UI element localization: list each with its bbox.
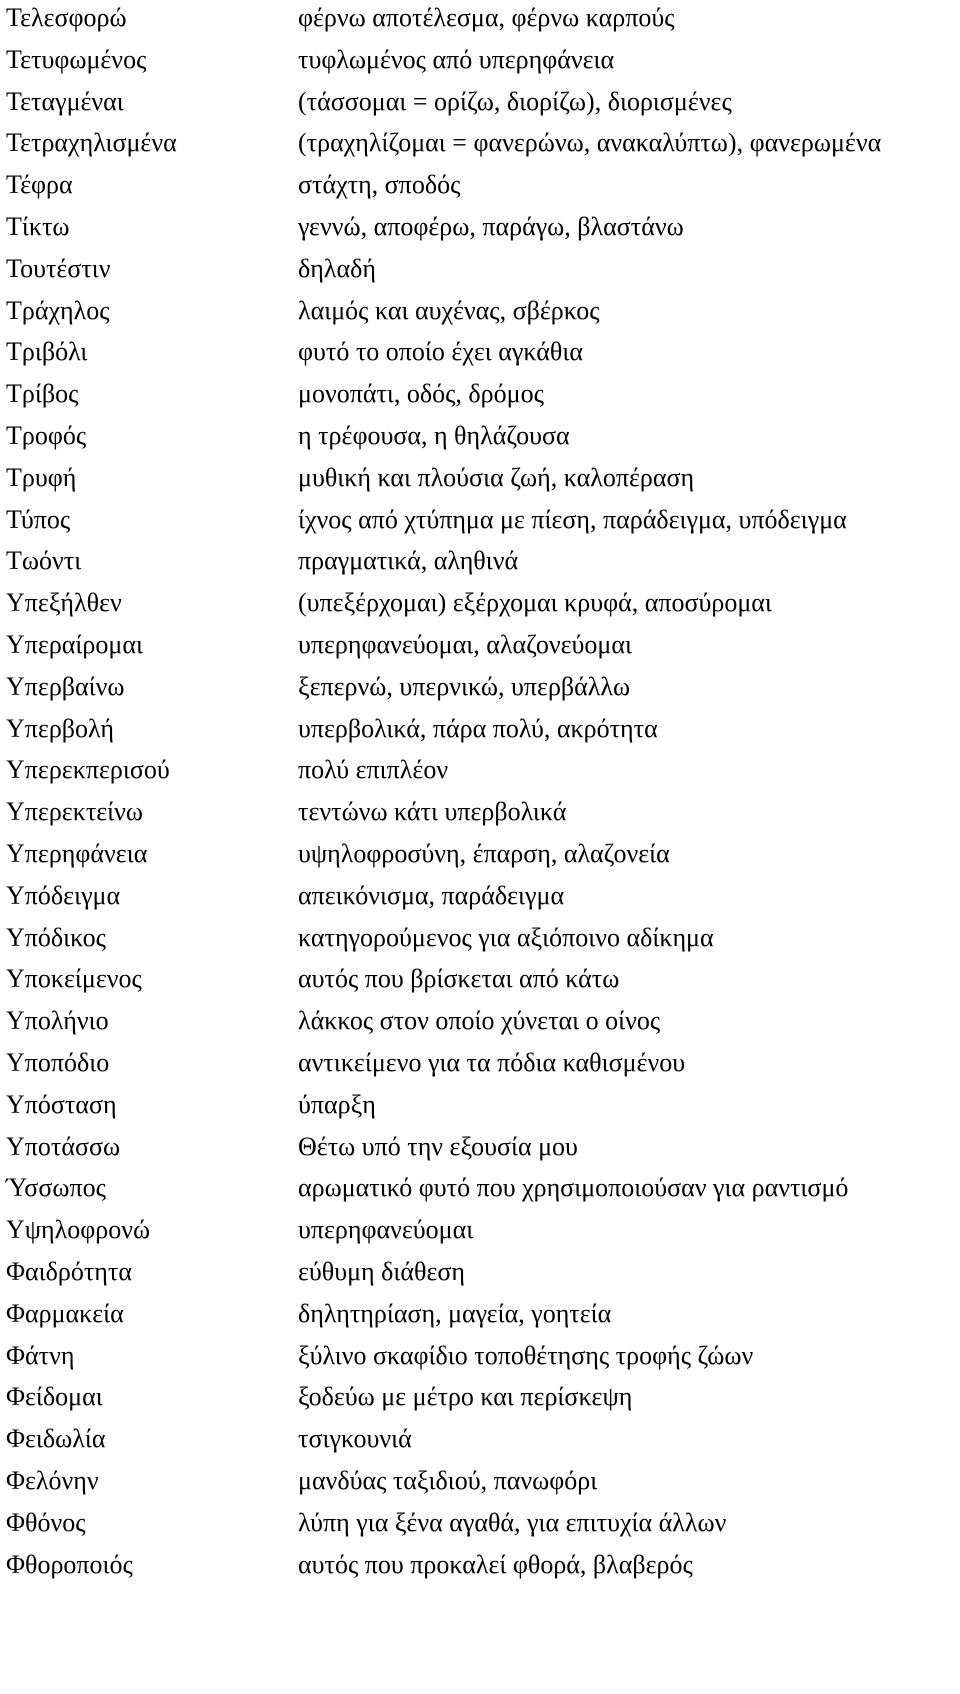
glossary-entry	[0, 627, 960, 671]
glossary-term: Φθοροποιός	[6, 1549, 133, 1579]
glossary-definition: στάχτη, σποδός	[298, 170, 461, 200]
glossary-definition: τεντώνω κάτι υπερβολικά	[298, 797, 567, 827]
glossary-definition: αρωματικό φυτό που χρησιμοποιούσαν για ραντισμό	[298, 1173, 849, 1203]
glossary-definition: δηλητηρίαση, μαγεία, γοητεία	[298, 1298, 612, 1328]
glossary-definition: μυθική και πλούσια ζωή, καλοπέραση	[298, 462, 695, 492]
glossary-entry	[0, 376, 960, 420]
glossary-definition: πολύ επιπλέον	[298, 755, 449, 785]
glossary-definition: (υπεξέρχομαι) εξέρχομαι κρυφά, αποσύρομαι	[298, 588, 772, 618]
glossary-term: Υποτάσσω	[6, 1131, 121, 1161]
glossary-definition: φυτό το οποίο έχει αγκάθια	[298, 337, 583, 367]
glossary-entry	[0, 418, 960, 462]
glossary-term: Τρυφή	[6, 462, 77, 492]
glossary-entry	[0, 836, 960, 880]
glossary-entry	[0, 878, 960, 922]
glossary-entry	[0, 920, 960, 964]
glossary-term: Τετραχηλισμένα	[6, 128, 177, 158]
glossary-term: Τελεσφορώ	[6, 3, 127, 32]
glossary-entry	[0, 1463, 960, 1507]
glossary-definition: φέρνω αποτέλεσμα, φέρνω καρπούς	[298, 3, 675, 32]
glossary-definition: λύπη για ξένα αγαθά, για επιτυχία άλλων	[298, 1507, 727, 1537]
glossary-term: Υπερεκπερισού	[6, 755, 170, 785]
glossary-definition: αυτός που προκαλεί φθορά, βλαβερός	[298, 1549, 693, 1579]
glossary-term: Φελόνην	[6, 1466, 99, 1495]
glossary-entry	[0, 1338, 960, 1382]
glossary-definition: υψηλοφροσύνη, έπαρση, αλαζονεία	[298, 839, 670, 868]
glossary-definition: ίχνος από χτύπημα με πίεση, παράδειγμα, υπόδειγμα	[298, 504, 847, 534]
glossary-entry	[0, 711, 960, 755]
glossary-definition: λάκκος στον οποίο χύνεται ο οίνος	[298, 1006, 661, 1036]
glossary-entry	[0, 460, 960, 504]
glossary-definition: τσιγκουνιά	[298, 1424, 412, 1454]
glossary-term: Φειδωλία	[6, 1424, 106, 1454]
glossary-definition: Θέτω υπό την εξουσία μου	[298, 1131, 578, 1161]
glossary-entry	[0, 502, 960, 546]
glossary-entry	[0, 794, 960, 838]
glossary-entry	[0, 1170, 960, 1214]
glossary-term: Τεταγμέναι	[6, 86, 124, 116]
glossary-definition: ξύλινο σκαφίδιο τοποθέτησης τροφής ζώων	[298, 1340, 754, 1370]
glossary-definition: ξοδεύω με μέτρο και περίσκεψη	[298, 1382, 633, 1412]
glossary-entry	[0, 293, 960, 337]
glossary-entry	[0, 1296, 960, 1340]
glossary-entry	[0, 125, 960, 169]
glossary-term: Υπεραίρομαι	[6, 630, 143, 659]
glossary-term: Φαρμακεία	[6, 1298, 124, 1328]
glossary-entry	[0, 585, 960, 629]
glossary-definition: η τρέφουσα, η θηλάζουσα	[298, 421, 570, 450]
glossary-definition: υπερηφανεύομαι	[298, 1215, 474, 1245]
glossary-entry	[0, 1045, 960, 1089]
glossary-definition: απεικόνισμα, παράδειγμα	[298, 880, 565, 910]
glossary-entry	[0, 961, 960, 1005]
glossary-term: Τράχηλος	[6, 295, 110, 325]
glossary-term: Τουτέστιν	[6, 253, 111, 283]
glossary-definition: αντικείμενο για τα πόδια καθισμένου	[298, 1048, 686, 1077]
glossary-term: Τίκτω	[6, 212, 70, 241]
glossary-definition: κατηγορούμενος για αξιόποινο αδίκημα	[298, 922, 714, 952]
glossary-entry	[0, 84, 960, 128]
glossary-definition: ξεπερνώ, υπερνικώ, υπερβάλλω	[298, 671, 631, 701]
glossary-definition: υπερηφανεύομαι, αλαζονεύομαι	[298, 630, 632, 659]
glossary-term: Τρίβος	[6, 379, 79, 409]
glossary-definition: μανδύας ταξιδιού, πανωφόρι	[298, 1466, 598, 1495]
glossary-entry	[0, 1421, 960, 1465]
glossary-entry	[0, 752, 960, 796]
glossary-term: Υποπόδιο	[6, 1048, 110, 1077]
glossary-entry	[0, 669, 960, 713]
glossary-term: Υπερηφάνεια	[6, 839, 148, 868]
glossary-entry	[0, 543, 960, 587]
glossary-definition: (τραχηλίζομαι = φανερώνω, ανακαλύπτω), φανερωμένα	[298, 128, 882, 158]
glossary-entry	[0, 1505, 960, 1549]
glossary-term: Φάτνη	[6, 1340, 75, 1370]
glossary-entry	[0, 1087, 960, 1131]
glossary-definition: μονοπάτι, οδός, δρόμος	[298, 379, 544, 409]
glossary-entry	[0, 251, 960, 295]
glossary-term: Υπερβολή	[6, 713, 114, 743]
glossary-definition: ύπαρξη	[298, 1089, 376, 1119]
glossary-term: Υπεξήλθεν	[6, 588, 122, 618]
glossary-entry	[0, 167, 960, 211]
glossary-term: Τέφρα	[6, 170, 73, 200]
glossary-entry	[0, 42, 960, 86]
glossary-term: Υποκείμενος	[6, 964, 142, 994]
glossary-definition: γεννώ, αποφέρω, παράγω, βλαστάνω	[298, 212, 684, 241]
glossary-entry	[0, 1212, 960, 1256]
glossary-definition: τυφλωμένος από υπερηφάνεια	[298, 44, 615, 74]
glossary-definition: λαιμός και αυχένας, σβέρκος	[298, 295, 600, 325]
glossary-entry	[0, 209, 960, 253]
glossary-entry	[0, 1379, 960, 1423]
glossary-term: Τροφός	[6, 421, 87, 450]
glossary-entry	[0, 334, 960, 378]
glossary-term: Τετυφωμένος	[6, 44, 147, 74]
glossary-term: Ύσσωπος	[6, 1173, 106, 1203]
glossary-term: Υπερεκτείνω	[6, 797, 144, 827]
glossary-entry	[0, 1254, 960, 1298]
glossary-definition: υπερβολικά, πάρα πολύ, ακρότητα	[298, 713, 658, 743]
glossary-term: Υπόδικος	[6, 922, 106, 952]
glossary-definition: εύθυμη διάθεση	[298, 1257, 466, 1286]
glossary-definition: αυτός που βρίσκεται από κάτω	[298, 964, 620, 994]
glossary-entry	[0, 1129, 960, 1173]
glossary-definition: δηλαδή	[298, 253, 376, 283]
glossary-term: Υπόσταση	[6, 1089, 117, 1119]
glossary-definition: (τάσσομαι = ορίζω, διορίζω), διορισμένες	[298, 86, 732, 116]
glossary-entry	[0, 1547, 960, 1591]
glossary-definition: πραγματικά, αληθινά	[298, 546, 519, 576]
glossary-term: Τύπος	[6, 504, 71, 534]
glossary-entry	[0, 0, 960, 44]
glossary-term: Φείδομαι	[6, 1382, 103, 1412]
glossary-term: Υπόδειγμα	[6, 880, 121, 910]
glossary-term: Τριβόλι	[6, 337, 88, 367]
glossary-term: Υπερβαίνω	[6, 671, 125, 701]
glossary-term: Φαιδρότητα	[6, 1257, 132, 1286]
glossary-term: Φθόνος	[6, 1507, 86, 1537]
glossary-term: Υψηλοφρονώ	[6, 1215, 151, 1245]
glossary-term: Τωόντι	[6, 546, 82, 576]
glossary-entry	[0, 1003, 960, 1047]
glossary-term: Υπολήνιο	[6, 1006, 109, 1036]
